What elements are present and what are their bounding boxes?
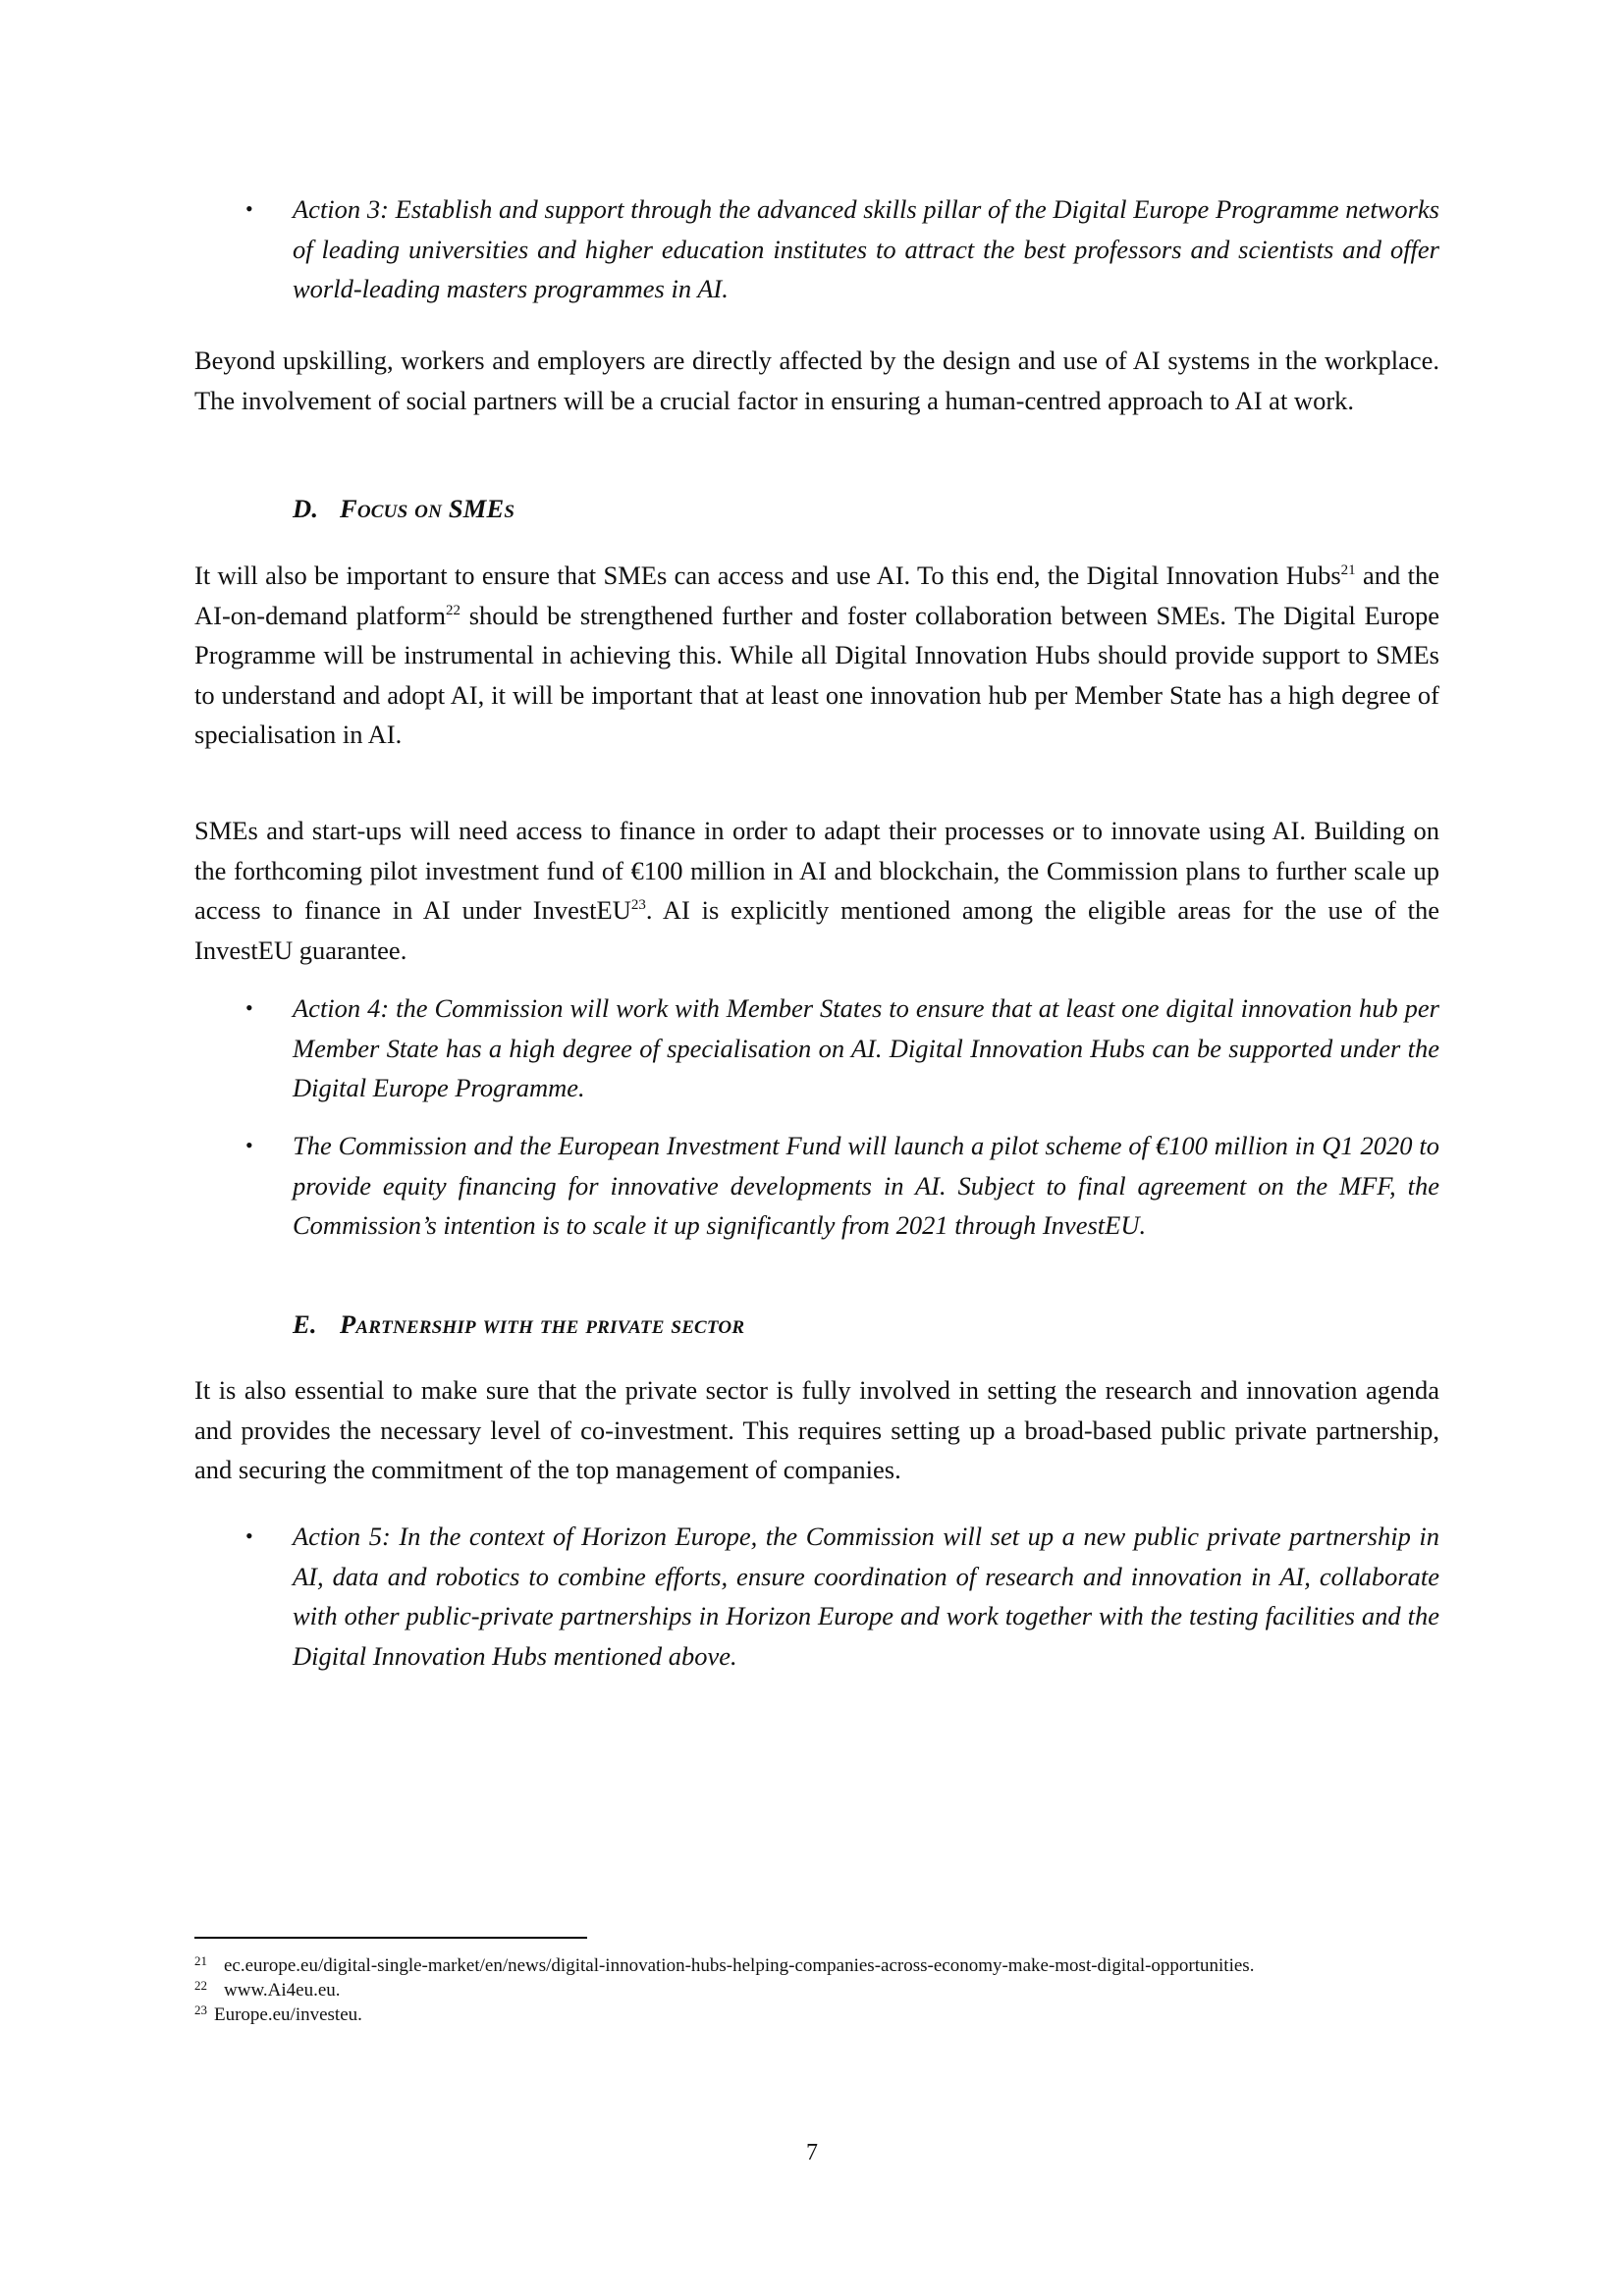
section-heading [194,1305,1439,1345]
section-d-bullet-1 [194,988,1439,1108]
section-letter: E. [293,1309,317,1339]
section-letter: D. [293,494,319,523]
bullet-item-action-4 [194,988,1439,1108]
footnote-text[interactable]: ec.europe.eu/digital-single-market/en/news/digital-innovation-hubs-helping-companies-across-economy-make-most-digital-opportunities. [224,1955,1255,1976]
text-span: It will also be important to ensure that SMEs can access and use AI. To this end, the Digital Innovation Hubs [194,561,1341,590]
paragraph-text [194,811,1439,970]
bullet-text: Action 4: the Commission will work with Member States to ensure that at least one digital innovation hub per Member State has a high degree of specialisation on AI. Digital Innovation Hubs can be supported under the Digital Europe Programme. [293,993,1439,1102]
section-title: Partnership with the private sector [340,1309,745,1339]
section-e-paragraph-1 [194,1370,1439,1490]
paragraph-text: It is also essential to make sure that the private sector is fully involved in setting the research and innovation agenda and provides the necessary level of co-investment. This requires setting up a broad-based public private partnership, and securing the commitment of the top management of companies. [194,1375,1439,1484]
section-d-paragraph-1 [194,556,1439,755]
bullet-text: Action 5: In the context of Horizon Europe, the Commission will set up a new public private partnership in AI, data and robotics to combine efforts, ensure coordination of research and innovation in AI, collaborate with other public-private partnerships in Horizon Europe and work together with the testing facilities and the Digital Innovation Hubs mentioned above. [293,1522,1439,1671]
text-span: should be strengthened further and foster collaboration between SMEs. The Digital Europe Programme will be instrumental in achieving this. While all Digital Innovation Hubs should provide support to SMEs to understand and adopt AI, it will be important that at least one innovation hub per Member State has a high degree of specialisation in AI. [194,600,1440,749]
section-d-heading [194,489,1439,529]
text-span: . AI is explicitly mentioned among the eligible areas for the use of the InvestEU guarantee. [194,895,1439,965]
paragraph-text: Beyond upskilling, workers and employers are directly affected by the design and use of AI systems in the workplace. The involvement of social partners will be a crucial factor in ensuring a human-centred approach to AI at work. [194,346,1439,415]
bullet-icon: • [245,196,253,221]
text-span: SMEs and start-ups will need access to finance in order to adapt their processes or to innovate using AI. Building on the forthcoming pilot investment fund of €100 million in AI and blockchain, the Commission plans to further scale up access to finance in AI under InvestEU [194,816,1439,925]
section-d-paragraph-2 [194,811,1439,970]
footnote-separator [194,1937,587,1939]
bullet-item-action-3 [194,189,1439,309]
section-e-heading [194,1305,1439,1345]
section-title: Focus on SMEs [340,494,515,523]
footnote-23: 23 Europe.eu/investeu. [194,2002,362,2025]
bullet-icon: • [245,1133,253,1157]
section-e-bullet-1 [194,1517,1439,1676]
section-d-bullet-2 [194,1126,1439,1246]
bullet-icon: • [245,995,253,1020]
footnote-ref-21[interactable]: 21 [1340,562,1356,579]
section-heading [194,489,1439,529]
footnote-ref-22[interactable]: 22 [446,602,460,618]
footnote-21: 21 ec.europe.eu/digital-single-market/en/news/digital-innovation-hubs-helping-companies-across-economy-make-most-digital-opportunities. [194,1953,1255,1976]
paragraph-upskilling [194,341,1439,420]
paragraph-text [194,556,1439,755]
bullet-item-action-5 [194,1517,1439,1676]
footnote-text[interactable]: Europe.eu/investeu. [214,2004,362,2025]
page-number: 7 [806,2140,818,2165]
footnotes [194,1953,1439,2027]
bullet-item-pilot-scheme [194,1126,1439,1246]
footnote-text[interactable]: www.Ai4eu.eu. [224,1980,341,2001]
footnote-ref-23[interactable]: 23 [630,897,646,914]
footnote-22: 22 www.Ai4eu.eu. [194,1978,341,2001]
bullet-text: The Commission and the European Investment Fund will launch a pilot scheme of €100 million in Q1 2020 to provide equity financing for innovative developments in AI. Subject to final agreement on the MFF, the Commission’s intention is to scale it up significantly from 2021 through InvestEU. [293,1131,1439,1240]
bullet-text: Action 3: Establish and support through the advanced skills pillar of the Digital Europe Programme networks of leading universities and higher education institutes to attract the best professors and scientists and offer world-leading masters programmes in AI. [293,194,1439,303]
bullet-icon: • [245,1523,253,1548]
text-span: and the AI-on-demand platform [194,561,1439,630]
bullet-action-3-block [194,189,1439,309]
